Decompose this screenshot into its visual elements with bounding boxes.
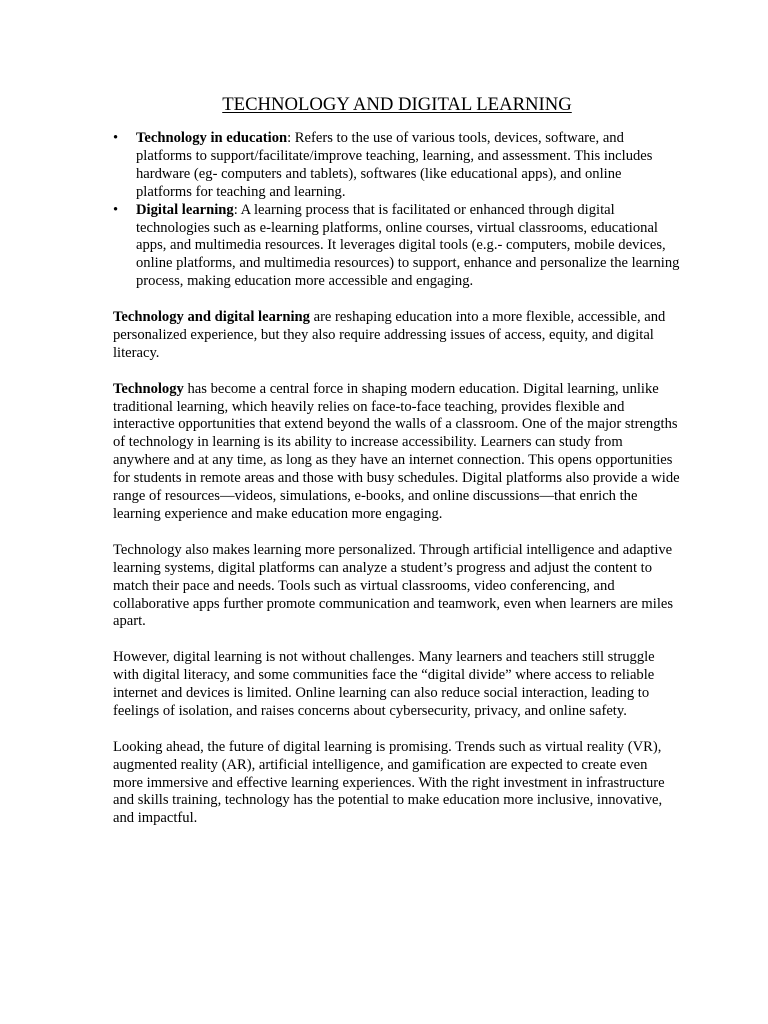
document-title: TECHNOLOGY AND DIGITAL LEARNING: [222, 94, 572, 115]
definition-text: : A learning process that is facilitated or enhanced through digital technologies such as e-learning platforms, online courses, virtual classrooms, educational apps, and multimedia resources. It leverages digital tools (e.g.- computers, mobile devices, online platforms, and multimedia resources) to support, enhance and personalize the learning process, making education more accessible and engaging.: [136, 201, 680, 290]
bullet-icon: •: [113, 130, 119, 146]
paragraph-text: has become a central force in shaping modern education. Digital learning, unlike traditional learning, which heavily relies on face-to-face teaching, provides flexible and interactive opportunities that extend beyond the walls of a classroom. One of the major strengths of technology in learning is its ability to increase accessibility. Learners can study from anywhere and at any time, as long as they have an internet connection. This opens opportunities for students in remote areas and those with busy schedules. Digital platforms also provide a wide range of resources—videos, simulations, e-books, and online discussions—that enrich the learning experience and make education more engaging.: [113, 380, 680, 522]
bullet-icon: •: [113, 201, 119, 218]
definition-list: [113, 130, 681, 291]
paragraph-personalization: Technology also makes learning more personalized. Through artificial intelligence and adaptive learning systems, digital platforms can analyze a student’s progress and adjust the content to match their pace and needs. Tools such as virtual classrooms, video conferencing, and collaborative apps further promote communication and teamwork, even when learners are miles apart.: [113, 541, 674, 630]
definition-text: : Refers to the use of various tools, devices, software, and platforms to support/facilitate/improve teaching, learning, and assessment. This includes hardware (eg- computers and tablets), softwares (like educational apps), and online platforms for teaching and learning.: [136, 130, 653, 200]
paragraph-intro: [113, 309, 681, 363]
definition-item-digital-learning: [113, 202, 681, 292]
paragraph-technology: [113, 381, 681, 524]
paragraph-lead: Technology: [113, 380, 184, 397]
definition-item-technology-in-education: [113, 130, 681, 202]
definition-term: Technology in education: [136, 130, 288, 146]
paragraph-future: Looking ahead, the future of digital learning is promising. Trends such as virtual reality (VR), augmented reality (AR), artificial intelligence, and gamification are expected to create even more immersive and effective learning experiences. With the right investment in infrastructure and skills training, technology has the potential to make education more inclusive, innovative, and impactful.: [113, 738, 665, 827]
document-body: [113, 94, 681, 828]
paragraph-challenges: However, digital learning is not without challenges. Many learners and teachers still struggle with digital literacy, and some communities face the “digital divide” where access to reliable internet and devices is limited. Online learning can also reduce social interaction, leading to feelings of isolation, and raises concerns about cybersecurity, privacy, and online safety.: [113, 649, 655, 719]
paragraph-text: are reshaping education into a more flexible, accessible, and personalized experience, but they also require addressing issues of access, equity, and digital literacy.: [113, 309, 666, 361]
definition-term: Digital learning: [136, 201, 234, 218]
paragraph-lead: Technology and digital learning: [113, 309, 310, 326]
